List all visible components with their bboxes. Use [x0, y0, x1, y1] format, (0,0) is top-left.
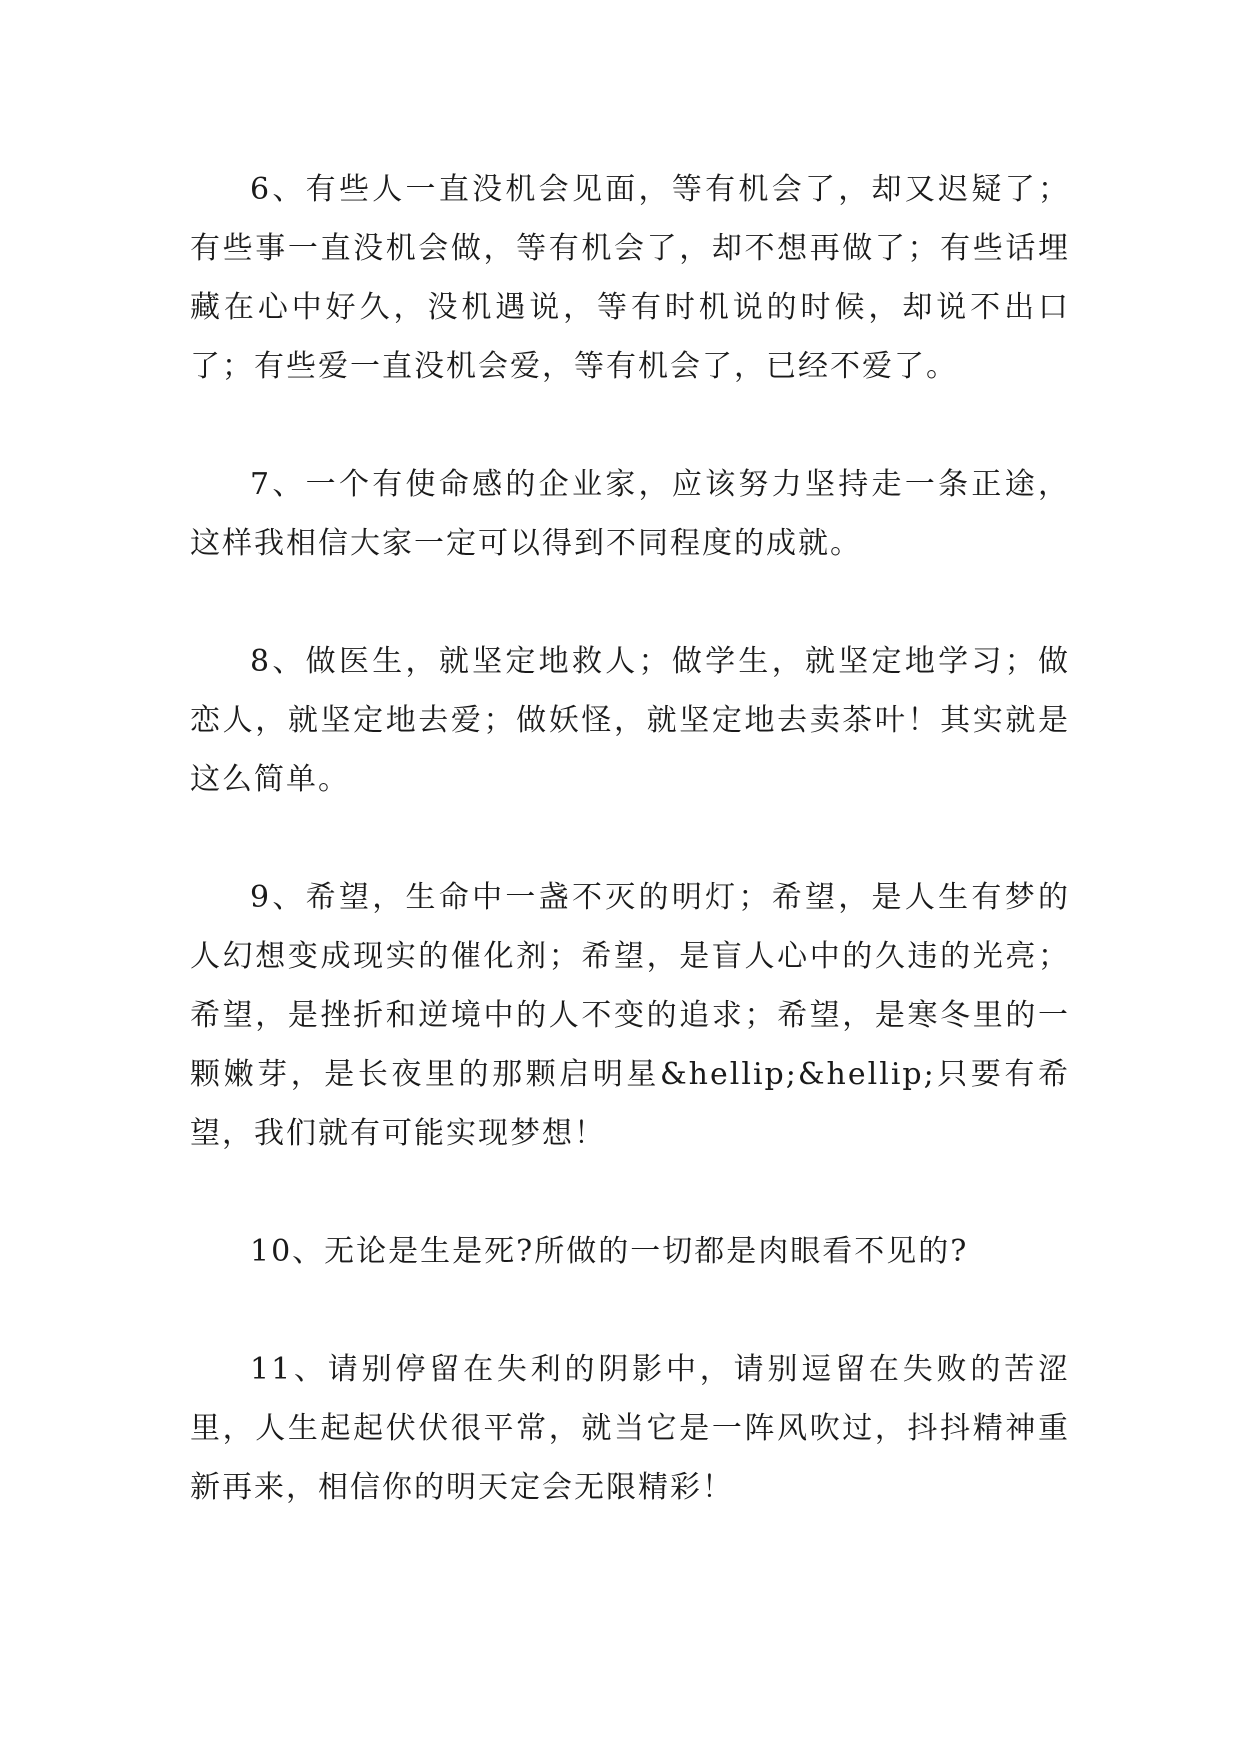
paragraph-7: 7、一个有使命感的企业家，应该努力坚持走一条正途，这样我相信大家一定可以得到不同程度的成就。 — [190, 467, 1070, 561]
paragraph-9: 9、希望，生命中一盏不灭的明灯；希望，是人生有梦的人幻想变成现实的催化剂；希望，是盲人心中的久违的光亮；希望，是挫折和逆境中的人不变的追求；希望，是寒冬里的一颗嫩芽，是长夜里的那颗启明星&hellip;&hellip;只要有希望，我们就有可能实现梦想！ — [190, 880, 1070, 1151]
paragraph-6: 6、有些人一直没机会见面，等有机会了，却又迟疑了；有些事一直没机会做，等有机会了，却不想再做了；有些话埋藏在心中好久，没机遇说，等有时机说的时候，却说不出口了；有些爱一直没机会爱，等有机会了，已经不爱了。 — [190, 172, 1070, 384]
document-body — [190, 160, 1070, 1576]
paragraph-8: 8、做医生，就坚定地救人；做学生，就坚定地学习；做恋人，就坚定地去爱；做妖怪，就坚定地去卖茶叶！其实就是这么简单。 — [190, 644, 1070, 797]
paragraph-11: 11、请别停留在失利的阴影中，请别逗留在失败的苦涩里，人生起起伏伏很平常，就当它是一阵风吹过，抖抖精神重新再来，相信你的明天定会无限精彩！ — [190, 1352, 1070, 1505]
paragraph-10: 10、无论是生是死?所做的一切都是肉眼看不见的? — [250, 1234, 969, 1269]
